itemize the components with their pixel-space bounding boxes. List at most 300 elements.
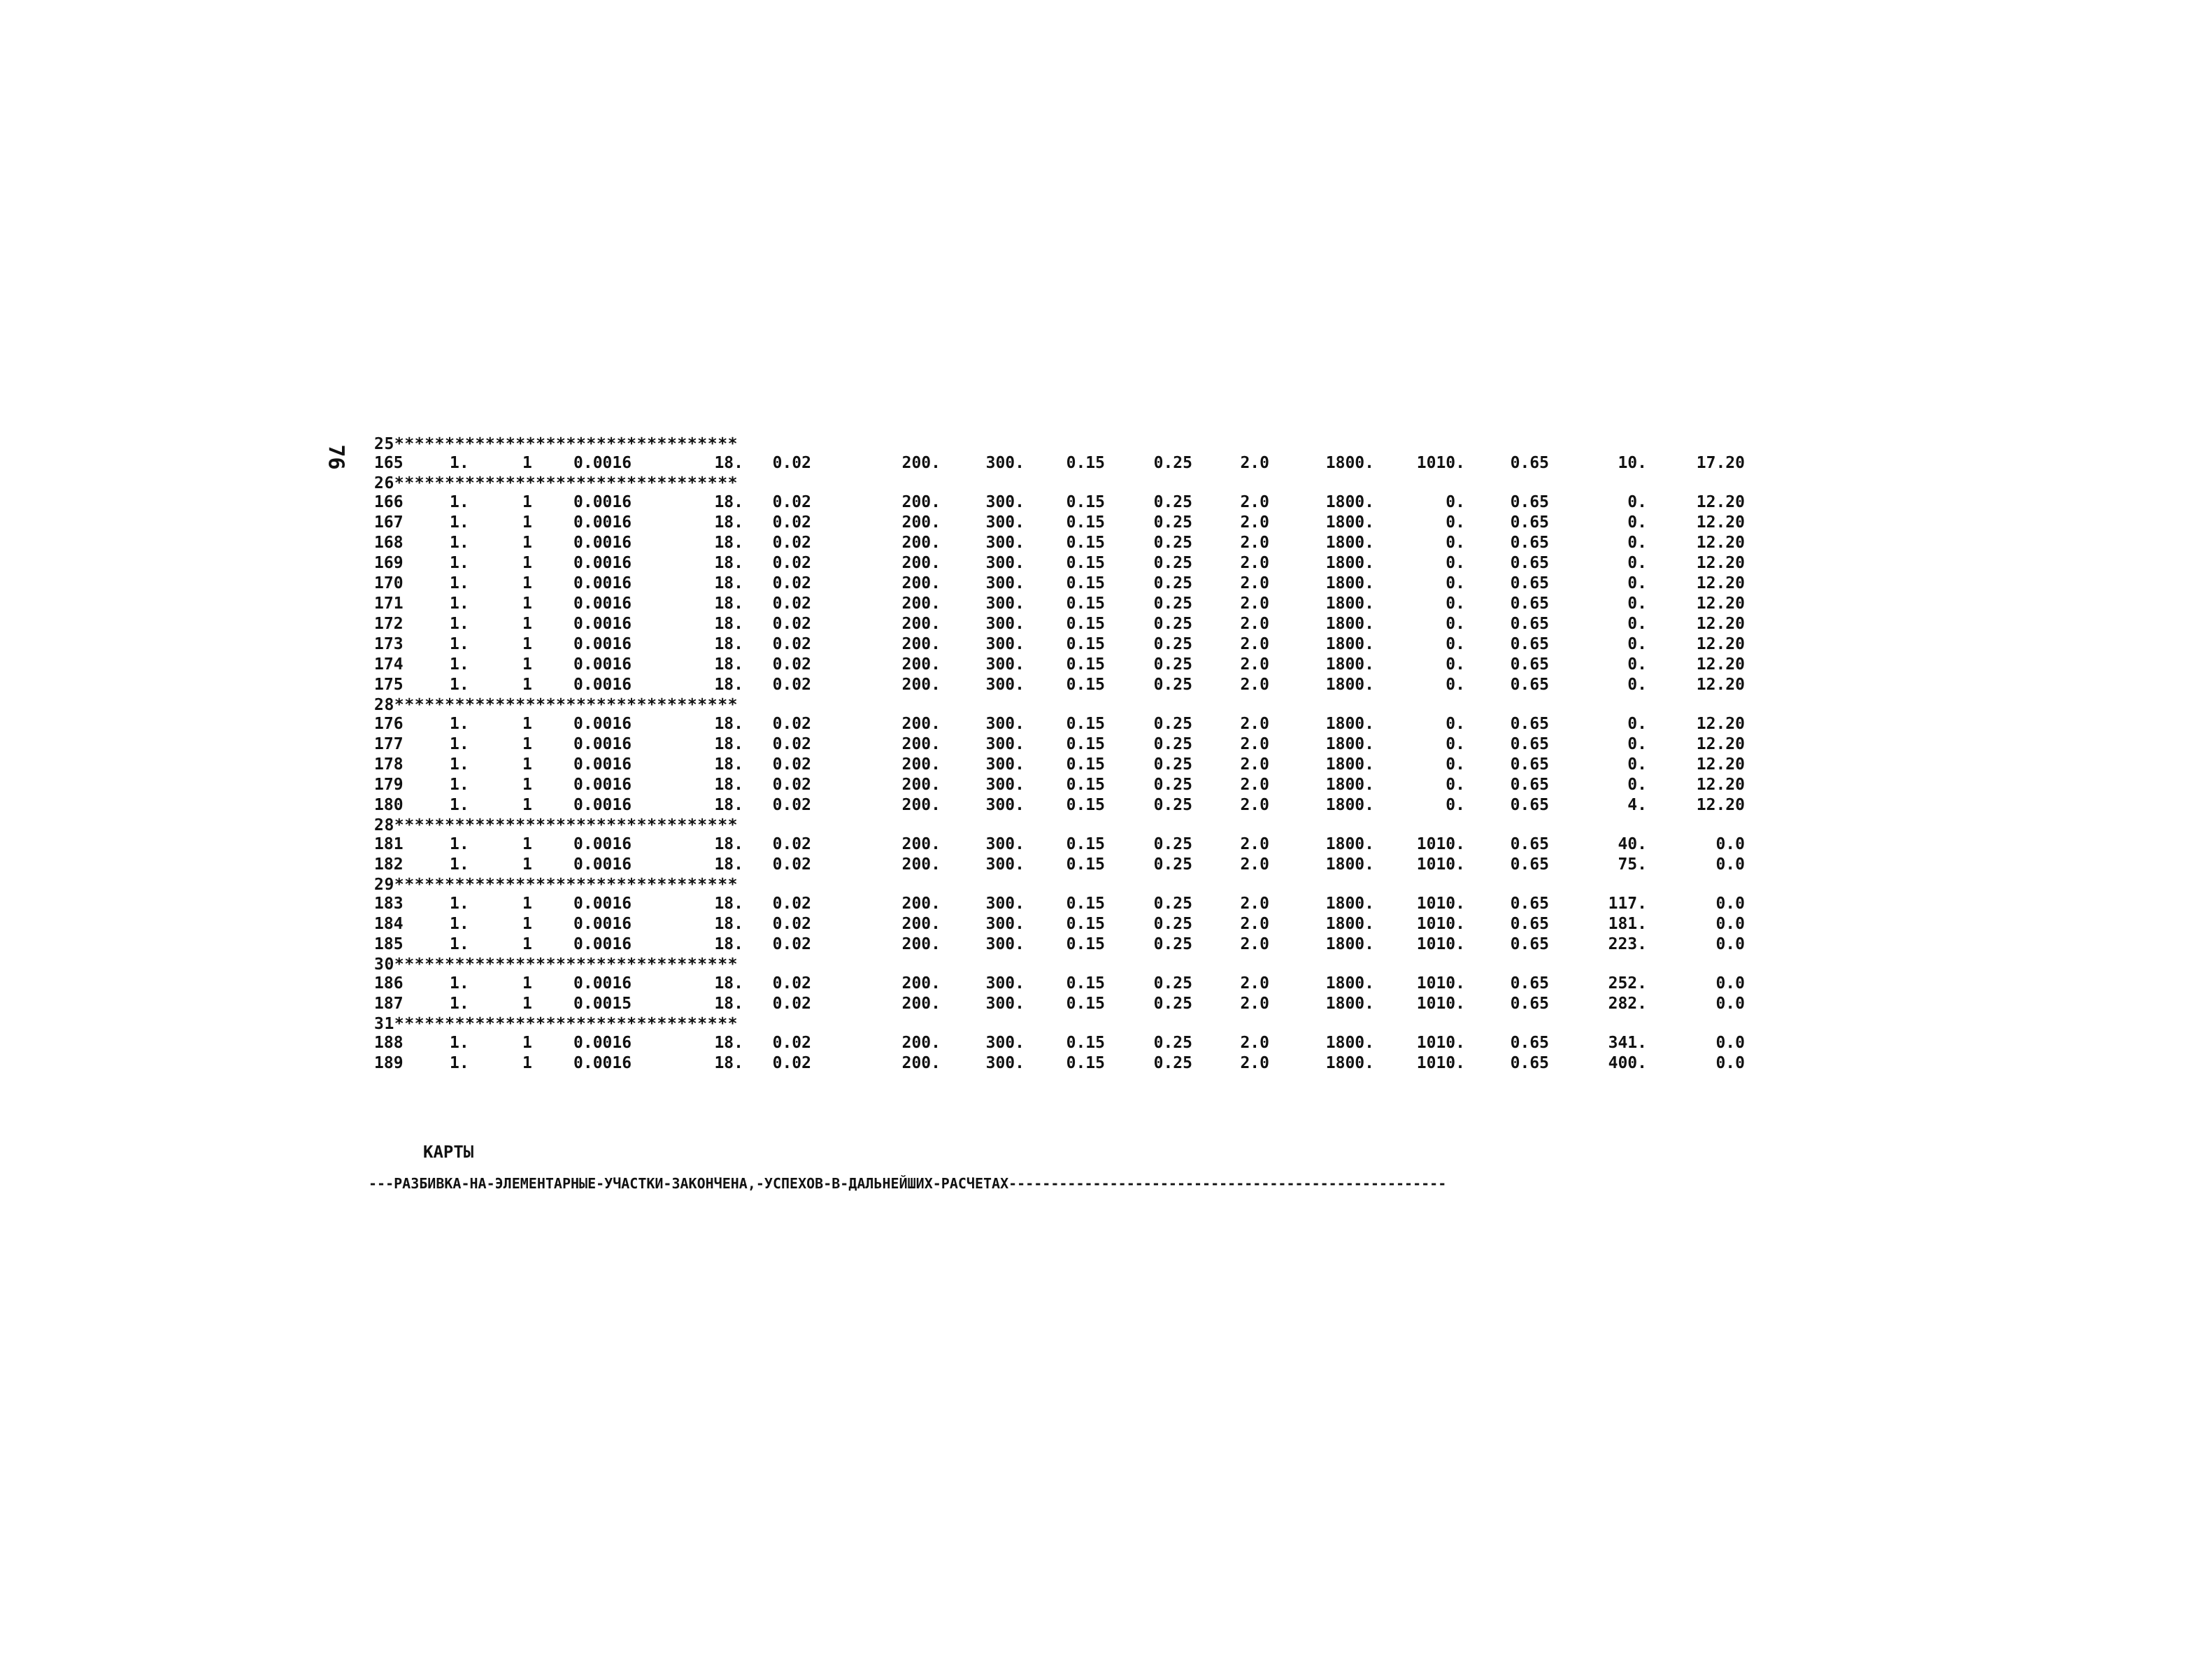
- table-cell: 0.: [1446, 635, 1465, 653]
- table-cell: 300.: [985, 493, 1025, 511]
- block-header: 28**********************************: [374, 816, 738, 834]
- table-cell: 18.: [714, 1054, 743, 1072]
- table-cell: 200.: [901, 835, 941, 853]
- table-cell: 0.25: [1153, 935, 1192, 953]
- table-cell: 1: [522, 755, 532, 774]
- table-cell: 0.: [1446, 513, 1465, 532]
- table-cell: 1: [522, 493, 532, 511]
- table-cell: 0.25: [1153, 554, 1192, 572]
- block-header: 31**********************************: [374, 1015, 738, 1033]
- table-cell: 1010.: [1416, 895, 1465, 913]
- table-cell: 200.: [901, 513, 941, 532]
- table-cell: 0.0: [1715, 1054, 1745, 1072]
- table-cell: 1800.: [1325, 715, 1374, 733]
- table-cell: 1800.: [1325, 615, 1374, 633]
- table-cell: 0.15: [1066, 735, 1105, 753]
- table-cell: 0.0016: [573, 1034, 632, 1052]
- table-cell: 173: [374, 635, 404, 653]
- table-cell: 0.15: [1066, 776, 1105, 794]
- table-cell: 0.0016: [573, 595, 632, 613]
- table-cell: 1: [522, 915, 532, 933]
- table-cell: 0.: [1627, 493, 1647, 511]
- table-cell: 0.0016: [573, 554, 632, 572]
- table-cell: 2.0: [1240, 1054, 1269, 1072]
- table-cell: 0.0: [1715, 835, 1745, 853]
- cards-label: КАРТЫ: [423, 1142, 474, 1162]
- table-cell: 117.: [1608, 895, 1647, 913]
- table-cell: 12.20: [1696, 574, 1745, 592]
- table-cell: 0.65: [1510, 755, 1549, 774]
- table-cell: 0.02: [772, 513, 811, 532]
- table-cell: 0.0016: [573, 796, 632, 814]
- table-cell: 2.0: [1240, 974, 1269, 993]
- table-cell: 1.: [450, 755, 469, 774]
- table-cell: 12.20: [1696, 493, 1745, 511]
- table-cell: 300.: [985, 615, 1025, 633]
- table-cell: 166: [374, 493, 404, 511]
- table-cell: 1: [522, 895, 532, 913]
- table-cell: 1: [522, 655, 532, 674]
- table-cell: 182: [374, 855, 404, 874]
- table-cell: 18.: [714, 454, 743, 472]
- table-cell: 0.: [1627, 655, 1647, 674]
- table-cell: 341.: [1608, 1034, 1647, 1052]
- table-cell: 0.65: [1510, 574, 1549, 592]
- table-cell: 0.02: [772, 676, 811, 694]
- table-cell: 1.: [450, 1054, 469, 1072]
- table-cell: 0.02: [772, 715, 811, 733]
- table-cell: 200.: [901, 735, 941, 753]
- table-cell: 0.25: [1153, 776, 1192, 794]
- table-cell: 179: [374, 776, 404, 794]
- table-cell: 184: [374, 915, 404, 933]
- table-cell: 0.25: [1153, 895, 1192, 913]
- table-cell: 0.15: [1066, 796, 1105, 814]
- table-cell: 200.: [901, 995, 941, 1013]
- table-cell: 0.: [1627, 776, 1647, 794]
- table-cell: 181.: [1608, 915, 1647, 933]
- table-cell: 2.0: [1240, 715, 1269, 733]
- table-cell: 1800.: [1325, 835, 1374, 853]
- table-cell: 2.0: [1240, 655, 1269, 674]
- table-cell: 10.: [1618, 454, 1647, 472]
- table-cell: 0.: [1627, 615, 1647, 633]
- table-cell: 0.: [1446, 554, 1465, 572]
- table-cell: 0.0016: [573, 655, 632, 674]
- table-cell: 0.65: [1510, 454, 1549, 472]
- table-cell: 200.: [901, 676, 941, 694]
- table-cell: 1.: [450, 454, 469, 472]
- table-cell: 0.25: [1153, 974, 1192, 993]
- table-cell: 300.: [985, 974, 1025, 993]
- table-cell: 172: [374, 615, 404, 633]
- table-cell: 1.: [450, 974, 469, 993]
- table-cell: 2.0: [1240, 493, 1269, 511]
- table-cell: 1: [522, 454, 532, 472]
- table-cell: 0.65: [1510, 935, 1549, 953]
- table-cell: 0.: [1446, 796, 1465, 814]
- table-cell: 2.0: [1240, 595, 1269, 613]
- table-cell: 0.15: [1066, 895, 1105, 913]
- table-cell: 0.15: [1066, 935, 1105, 953]
- table-cell: 18.: [714, 534, 743, 552]
- table-cell: 300.: [985, 755, 1025, 774]
- table-cell: 2.0: [1240, 454, 1269, 472]
- table-cell: 0.0: [1715, 915, 1745, 933]
- table-cell: 1: [522, 735, 532, 753]
- table-cell: 0.65: [1510, 735, 1549, 753]
- table-cell: 0.25: [1153, 1034, 1192, 1052]
- table-cell: 1: [522, 935, 532, 953]
- table-cell: 18.: [714, 513, 743, 532]
- table-cell: 2.0: [1240, 735, 1269, 753]
- table-cell: 0.0016: [573, 915, 632, 933]
- table-cell: 0.02: [772, 534, 811, 552]
- table-cell: 0.02: [772, 454, 811, 472]
- table-cell: 0.0016: [573, 935, 632, 953]
- table-cell: 0.02: [772, 655, 811, 674]
- block-header: 28**********************************: [374, 696, 738, 714]
- table-cell: 1800.: [1325, 655, 1374, 674]
- table-cell: 300.: [985, 676, 1025, 694]
- table-cell: 0.02: [772, 935, 811, 953]
- table-cell: 167: [374, 513, 404, 532]
- table-cell: 0.15: [1066, 655, 1105, 674]
- table-cell: 0.02: [772, 615, 811, 633]
- table-cell: 0.15: [1066, 855, 1105, 874]
- table-cell: 200.: [901, 776, 941, 794]
- table-cell: 175: [374, 676, 404, 694]
- table-cell: 18.: [714, 974, 743, 993]
- table-cell: 0.25: [1153, 534, 1192, 552]
- table-cell: 0.65: [1510, 974, 1549, 993]
- table-cell: 1010.: [1416, 1034, 1465, 1052]
- table-cell: 0.25: [1153, 855, 1192, 874]
- table-cell: 300.: [985, 454, 1025, 472]
- table-cell: 2.0: [1240, 635, 1269, 653]
- table-cell: 0.: [1446, 776, 1465, 794]
- table-cell: 0.02: [772, 796, 811, 814]
- table-cell: 0.15: [1066, 835, 1105, 853]
- block-header: 26**********************************: [374, 474, 738, 492]
- table-cell: 12.20: [1696, 655, 1745, 674]
- table-cell: 0.15: [1066, 676, 1105, 694]
- table-cell: 0.0016: [573, 493, 632, 511]
- table-cell: 0.15: [1066, 595, 1105, 613]
- table-cell: 0.0: [1715, 1034, 1745, 1052]
- table-cell: 188: [374, 1034, 404, 1052]
- table-cell: 1800.: [1325, 574, 1374, 592]
- table-cell: 1.: [450, 915, 469, 933]
- table-cell: 200.: [901, 974, 941, 993]
- table-cell: 0.: [1446, 534, 1465, 552]
- table-cell: 168: [374, 534, 404, 552]
- table-cell: 0.15: [1066, 574, 1105, 592]
- table-cell: 1: [522, 676, 532, 694]
- table-cell: 0.02: [772, 835, 811, 853]
- table-cell: 0.0: [1715, 855, 1745, 874]
- table-cell: 0.: [1627, 715, 1647, 733]
- table-cell: 2.0: [1240, 915, 1269, 933]
- table-cell: 0.02: [772, 574, 811, 592]
- table-cell: 1.: [450, 895, 469, 913]
- table-cell: 0.25: [1153, 1054, 1192, 1072]
- table-cell: 0.0016: [573, 855, 632, 874]
- table-cell: 300.: [985, 1034, 1025, 1052]
- table-cell: 1800.: [1325, 974, 1374, 993]
- table-cell: 0.65: [1510, 513, 1549, 532]
- table-cell: 1: [522, 635, 532, 653]
- table-cell: 282.: [1608, 995, 1647, 1013]
- table-cell: 0.65: [1510, 715, 1549, 733]
- table-cell: 0.: [1627, 635, 1647, 653]
- table-cell: 0.: [1627, 595, 1647, 613]
- table-cell: 183: [374, 895, 404, 913]
- table-cell: 1800.: [1325, 855, 1374, 874]
- table-cell: 1800.: [1325, 895, 1374, 913]
- table-cell: 200.: [901, 454, 941, 472]
- table-cell: 0.02: [772, 855, 811, 874]
- table-cell: 0.65: [1510, 534, 1549, 552]
- table-cell: 0.: [1446, 755, 1465, 774]
- table-cell: 0.25: [1153, 915, 1192, 933]
- table-cell: 165: [374, 454, 404, 472]
- table-cell: 0.: [1446, 574, 1465, 592]
- table-cell: 0.0016: [573, 615, 632, 633]
- table-cell: 300.: [985, 835, 1025, 853]
- table-cell: 0.0015: [573, 995, 632, 1013]
- table-cell: 1: [522, 513, 532, 532]
- table-cell: 0.0016: [573, 1054, 632, 1072]
- table-cell: 0.65: [1510, 1054, 1549, 1072]
- table-cell: 0.15: [1066, 454, 1105, 472]
- table-cell: 300.: [985, 574, 1025, 592]
- table-cell: 1.: [450, 655, 469, 674]
- table-cell: 0.02: [772, 735, 811, 753]
- table-cell: 187: [374, 995, 404, 1013]
- table-cell: 0.02: [772, 995, 811, 1013]
- table-cell: 200.: [901, 595, 941, 613]
- table-cell: 0.25: [1153, 595, 1192, 613]
- table-cell: 1010.: [1416, 995, 1465, 1013]
- table-cell: 0.: [1627, 735, 1647, 753]
- table-cell: 186: [374, 974, 404, 993]
- table-cell: 0.25: [1153, 513, 1192, 532]
- table-cell: 1800.: [1325, 1054, 1374, 1072]
- table-cell: 1: [522, 776, 532, 794]
- table-cell: 0.15: [1066, 715, 1105, 733]
- table-cell: 0.: [1446, 493, 1465, 511]
- table-cell: 1.: [450, 796, 469, 814]
- table-cell: 1800.: [1325, 995, 1374, 1013]
- table-cell: 18.: [714, 895, 743, 913]
- table-cell: 12.20: [1696, 635, 1745, 653]
- table-cell: 0.65: [1510, 676, 1549, 694]
- table-cell: 1800.: [1325, 1034, 1374, 1052]
- table-cell: 0.65: [1510, 995, 1549, 1013]
- table-cell: 0.0016: [573, 574, 632, 592]
- table-cell: 200.: [901, 635, 941, 653]
- table-cell: 0.0016: [573, 835, 632, 853]
- table-cell: 12.20: [1696, 776, 1745, 794]
- table-cell: 1800.: [1325, 554, 1374, 572]
- table-cell: 18.: [714, 915, 743, 933]
- table-cell: 18.: [714, 935, 743, 953]
- table-cell: 18.: [714, 995, 743, 1013]
- table-cell: 1.: [450, 735, 469, 753]
- table-cell: 0.0016: [573, 676, 632, 694]
- table-cell: 0.25: [1153, 676, 1192, 694]
- table-cell: 0.0016: [573, 974, 632, 993]
- table-cell: 1.: [450, 995, 469, 1013]
- table-cell: 200.: [901, 493, 941, 511]
- table-cell: 200.: [901, 715, 941, 733]
- table-cell: 0.02: [772, 595, 811, 613]
- table-cell: 0.: [1446, 655, 1465, 674]
- table-cell: 300.: [985, 513, 1025, 532]
- table-cell: 12.20: [1696, 554, 1745, 572]
- table-cell: 2.0: [1240, 776, 1269, 794]
- table-cell: 0.: [1627, 755, 1647, 774]
- table-cell: 200.: [901, 655, 941, 674]
- table-cell: 0.25: [1153, 735, 1192, 753]
- table-cell: 181: [374, 835, 404, 853]
- table-cell: 18.: [714, 655, 743, 674]
- table-cell: 2.0: [1240, 534, 1269, 552]
- table-cell: 0.25: [1153, 655, 1192, 674]
- table-cell: 2.0: [1240, 615, 1269, 633]
- table-cell: 1.: [450, 676, 469, 694]
- table-cell: 2.0: [1240, 574, 1269, 592]
- table-cell: 1.: [450, 615, 469, 633]
- table-cell: 1: [522, 995, 532, 1013]
- table-cell: 300.: [985, 895, 1025, 913]
- table-cell: 178: [374, 755, 404, 774]
- table-cell: 0.: [1446, 715, 1465, 733]
- table-cell: 1.: [450, 835, 469, 853]
- table-cell: 18.: [714, 574, 743, 592]
- table-cell: 0.15: [1066, 1054, 1105, 1072]
- table-cell: 0.02: [772, 493, 811, 511]
- block-header: 25**********************************: [374, 435, 738, 453]
- table-cell: 18.: [714, 1034, 743, 1052]
- table-cell: 300.: [985, 554, 1025, 572]
- table-cell: 300.: [985, 715, 1025, 733]
- table-cell: 2.0: [1240, 855, 1269, 874]
- table-cell: 1800.: [1325, 595, 1374, 613]
- table-cell: 17.20: [1696, 454, 1745, 472]
- table-cell: 169: [374, 554, 404, 572]
- table-cell: 300.: [985, 776, 1025, 794]
- table-cell: 0.02: [772, 895, 811, 913]
- table-cell: 0.02: [772, 776, 811, 794]
- table-cell: 1: [522, 574, 532, 592]
- table-cell: 0.: [1627, 534, 1647, 552]
- table-cell: 0.65: [1510, 554, 1549, 572]
- table-cell: 0.: [1446, 595, 1465, 613]
- table-cell: 1800.: [1325, 534, 1374, 552]
- table-cell: 12.20: [1696, 796, 1745, 814]
- table-cell: 2.0: [1240, 796, 1269, 814]
- table-cell: 1.: [450, 493, 469, 511]
- table-cell: 1: [522, 554, 532, 572]
- table-cell: 200.: [901, 1054, 941, 1072]
- table-cell: 1: [522, 615, 532, 633]
- table-cell: 400.: [1608, 1054, 1647, 1072]
- table-cell: 1800.: [1325, 755, 1374, 774]
- table-cell: 0.02: [772, 1034, 811, 1052]
- table-cell: 1800.: [1325, 676, 1374, 694]
- table-cell: 0.25: [1153, 755, 1192, 774]
- table-cell: 200.: [901, 796, 941, 814]
- table-cell: 0.02: [772, 915, 811, 933]
- table-cell: 0.02: [772, 974, 811, 993]
- block-header: 30**********************************: [374, 955, 738, 974]
- table-cell: 1010.: [1416, 454, 1465, 472]
- table-cell: 0.15: [1066, 615, 1105, 633]
- table-cell: 0.65: [1510, 615, 1549, 633]
- table-cell: 0.15: [1066, 554, 1105, 572]
- table-cell: 200.: [901, 895, 941, 913]
- table-cell: 0.15: [1066, 1034, 1105, 1052]
- table-cell: 12.20: [1696, 595, 1745, 613]
- table-cell: 0.0016: [573, 635, 632, 653]
- table-cell: 1.: [450, 1034, 469, 1052]
- table-cell: 185: [374, 935, 404, 953]
- table-cell: 0.25: [1153, 615, 1192, 633]
- table-cell: 1800.: [1325, 513, 1374, 532]
- table-cell: 1: [522, 595, 532, 613]
- table-cell: 0.02: [772, 1054, 811, 1072]
- table-cell: 18.: [714, 776, 743, 794]
- table-cell: 18.: [714, 554, 743, 572]
- table-cell: 0.0016: [573, 755, 632, 774]
- table-cell: 0.25: [1153, 454, 1192, 472]
- table-cell: 0.: [1627, 574, 1647, 592]
- table-cell: 300.: [985, 796, 1025, 814]
- table-cell: 0.0016: [573, 895, 632, 913]
- table-cell: 1: [522, 796, 532, 814]
- table-cell: 0.65: [1510, 796, 1549, 814]
- table-cell: 189: [374, 1054, 404, 1072]
- table-cell: 0.0016: [573, 454, 632, 472]
- table-cell: 1.: [450, 554, 469, 572]
- table-cell: 300.: [985, 935, 1025, 953]
- page-number: 76: [323, 444, 348, 470]
- table-cell: 18.: [714, 855, 743, 874]
- table-cell: 0.: [1446, 735, 1465, 753]
- table-cell: 18.: [714, 595, 743, 613]
- table-cell: 200.: [901, 615, 941, 633]
- block-header: 29**********************************: [374, 876, 738, 894]
- table-cell: 300.: [985, 1054, 1025, 1072]
- table-cell: 2.0: [1240, 1034, 1269, 1052]
- table-cell: 1: [522, 715, 532, 733]
- table-cell: 0.15: [1066, 493, 1105, 511]
- table-cell: 12.20: [1696, 755, 1745, 774]
- table-cell: 1800.: [1325, 493, 1374, 511]
- table-cell: 2.0: [1240, 995, 1269, 1013]
- table-cell: 171: [374, 595, 404, 613]
- table-cell: 200.: [901, 915, 941, 933]
- table-cell: 1.: [450, 776, 469, 794]
- table-cell: 1.: [450, 574, 469, 592]
- table-cell: 200.: [901, 534, 941, 552]
- table-cell: 0.0016: [573, 735, 632, 753]
- table-cell: 12.20: [1696, 534, 1745, 552]
- table-cell: 1010.: [1416, 1054, 1465, 1072]
- table-cell: 0.: [1627, 554, 1647, 572]
